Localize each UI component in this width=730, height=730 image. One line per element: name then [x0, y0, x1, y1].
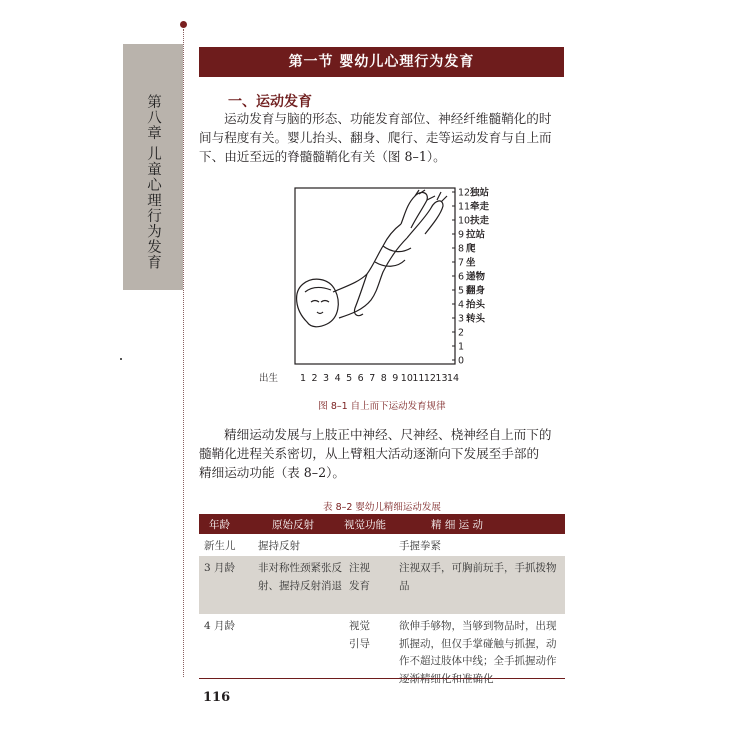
x-tick-label: 1: [299, 373, 307, 384]
paragraph-line: 运动发育与脑的形态、功能发育部位、神经纤维髓鞘化的时: [224, 111, 552, 126]
table-row: [199, 556, 565, 614]
x-tick-label: 11: [412, 373, 425, 384]
table-header-row: [199, 514, 565, 534]
x-tick-label: 6: [357, 373, 364, 384]
y-tick-label: 9: [458, 229, 465, 241]
section-header-bar: [199, 47, 564, 77]
milestone-label: 爬: [466, 243, 476, 255]
margin-dotted-rule: [183, 29, 184, 677]
cell-vision: 注视发育: [349, 562, 370, 592]
subsection-heading: 一、运动发育: [228, 94, 312, 110]
paragraph-line: 间与程度有关。婴儿抬头、翻身、爬行、走等运动发育与自上而: [199, 130, 552, 145]
milestone-label: 翻身: [466, 285, 486, 297]
x-axis-start-label: 出生: [259, 373, 279, 384]
chapter-side-tab: [123, 44, 183, 290]
x-tick-label: 8: [380, 373, 387, 384]
page-number: 116: [203, 690, 231, 705]
paragraph-motor-development: [199, 109, 565, 166]
cell-reflex: 非对称性颈紧张反射、握持反射消退: [258, 562, 342, 592]
y-tick-label: 6: [458, 271, 465, 283]
table-header-fine-motor: 精 细 运 动: [431, 519, 484, 531]
x-tick-label: 14: [446, 373, 460, 384]
figure-x-axis: [259, 372, 459, 384]
cell-fine-motor: 注视双手，可胸前玩手，手抓拨物品: [399, 562, 557, 592]
milestone-label: 转头: [466, 313, 486, 325]
table-header-age: 年龄: [209, 519, 230, 531]
milestone-label: 抬头: [466, 299, 486, 311]
table-bottom-rule: [199, 678, 565, 679]
y-tick-label: 0: [458, 355, 465, 367]
table-header-reflex: 原始反射: [272, 519, 314, 531]
table-row: [199, 534, 565, 556]
milestone-label: 扶走: [470, 215, 490, 227]
paragraph-line: 精细运动功能（表 8–2）。: [199, 465, 345, 480]
cell-reflex: 握持反射: [258, 540, 300, 552]
table-row: [199, 614, 565, 685]
x-tick-label: 13: [435, 373, 448, 384]
paragraph-fine-motor: [199, 425, 565, 482]
y-tick-label: 7: [458, 257, 465, 269]
figure-frame: [295, 188, 455, 364]
milestone-label: 递物: [466, 271, 486, 283]
cell-age: 新生儿: [204, 540, 236, 552]
x-tick-label: 10: [400, 373, 413, 384]
x-tick-label: 9: [392, 373, 399, 384]
cell-vision: 视觉引导: [349, 620, 370, 650]
paragraph-line: 髓鞘化进程关系密切，从上臂粗大活动逐渐向下发展至手部的: [199, 446, 540, 461]
paragraph-line: 精细运动发展与上肢正中神经、尺神经、桡神经自上而下的: [224, 427, 552, 442]
section-title: 第一节 婴幼儿心理行为发育: [288, 54, 475, 70]
x-tick-label: 3: [323, 373, 330, 384]
milestone-label: 牵走: [470, 201, 490, 213]
x-tick-label: 7: [369, 373, 376, 384]
cell-age: 3 月龄: [204, 562, 236, 574]
x-tick-label: 5: [346, 373, 353, 384]
motor-development-figure: [255, 182, 490, 386]
cell-fine-motor: 手握拳紧: [399, 540, 441, 552]
chapter-side-tab-label: 第八章 儿童心理行为发育: [145, 94, 161, 271]
y-tick-label: 5: [458, 285, 465, 297]
figure-y-axis: [452, 187, 490, 367]
table-caption: 表 8–2 婴幼儿精细运动发展: [323, 502, 441, 513]
y-tick-label: 12: [458, 187, 471, 199]
cell-age: 4 月龄: [204, 620, 236, 632]
y-tick-label: 8: [458, 243, 465, 255]
milestone-label: 独站: [470, 187, 490, 199]
y-tick-label: 10: [458, 215, 471, 227]
margin-speck: [120, 358, 122, 360]
x-tick-label: 4: [334, 373, 341, 384]
y-tick-label: 1: [458, 341, 465, 353]
y-tick-label: 3: [458, 313, 465, 325]
y-tick-label: 2: [458, 327, 465, 339]
x-tick-label: 12: [423, 373, 436, 384]
figure-caption: 图 8–1 自上而下运动发育规律: [318, 401, 446, 412]
x-tick-label: 2: [311, 373, 318, 384]
margin-dot-ornament: [180, 21, 187, 28]
y-tick-label: 11: [458, 201, 471, 213]
cell-fine-motor: 欲伸手够物，当够到物品时，出现抓握动，但仅手掌碰触与抓握，动作不超过肢体中线；全手抓握动作逐渐精细化和准确化: [399, 620, 557, 685]
milestone-label: 拉站: [466, 229, 486, 241]
y-tick-label: 4: [458, 299, 465, 311]
table-header-vision: 视觉功能: [344, 519, 386, 531]
milestone-label: 坐: [466, 257, 476, 269]
paragraph-line: 下、由近至远的脊髓髓鞘化有关（图 8–1）。: [199, 149, 446, 164]
